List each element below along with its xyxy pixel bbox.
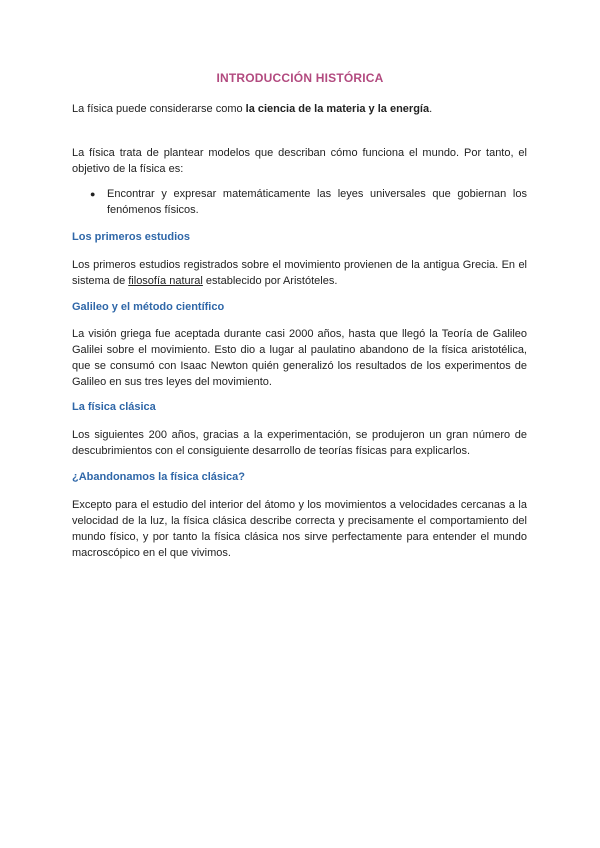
objective-paragraph: La física trata de plantear modelos que describan cómo funciona el mundo. Por tanto, el objetivo de la física es: bbox=[72, 147, 527, 175]
section-text-abandonamos: Excepto para el estudio del interior del átomo y los movimientos a velocidades cercanas a la velocidad de la luz, la física clásica describe correcta y precisamente el comportamiento del mundo físico, y por tanto la física clásica nos sirve perfectamente para entender el mundo macroscópico en el que vivimos. bbox=[72, 499, 527, 559]
section1-text-before: Los primeros estudios registrados sobre el movimiento provienen de la antigua Grecia. En el sistema de bbox=[72, 259, 527, 287]
section-heading-galileo: Galileo y el método científico bbox=[72, 301, 225, 313]
page-title: INTRODUCCIÓN HISTÓRICA bbox=[216, 71, 384, 85]
section-text-fisica-clasica: Los siguientes 200 años, gracias a la experimentación, se produjeron un gran número de descubrimientos con el consiguiente desarrollo de teorías físicas para explicarlos. bbox=[72, 429, 527, 457]
bullet-icon: ● bbox=[90, 189, 96, 199]
section-text-primeros-estudios bbox=[72, 257, 527, 289]
section1-text-after: establecido por Aristóteles. bbox=[202, 275, 338, 287]
filosofia-natural-link[interactable]: filosofía natural bbox=[128, 275, 203, 287]
intro-bold: la ciencia de la materia y la energía bbox=[245, 103, 430, 115]
intro-suffix: . bbox=[429, 103, 433, 115]
section-heading-primeros-estudios: Los primeros estudios bbox=[72, 231, 190, 243]
list-item bbox=[72, 186, 527, 218]
section-heading-abandonamos: ¿Abandonamos la física clásica? bbox=[72, 471, 246, 483]
objective-list bbox=[72, 186, 527, 218]
intro-paragraph bbox=[72, 101, 527, 117]
section-text-galileo: La visión griega fue aceptada durante casi 2000 años, hasta que llegó la Teoría de Galileo Galilei sobre el movimiento. Esto dio a lugar al paulatino abandono de la física aristotélica, que se consumó con Isaac Newton quién generalizó los resultados de los experimentos de Galileo en sus tres leyes del movimiento. bbox=[72, 328, 527, 388]
intro-prefix: La física puede considerarse como bbox=[72, 103, 246, 115]
section-heading-fisica-clasica: La física clásica bbox=[72, 401, 156, 413]
list-item-text: Encontrar y expresar matemáticamente las leyes universales que gobiernan los fenómenos físicos. bbox=[107, 188, 527, 216]
